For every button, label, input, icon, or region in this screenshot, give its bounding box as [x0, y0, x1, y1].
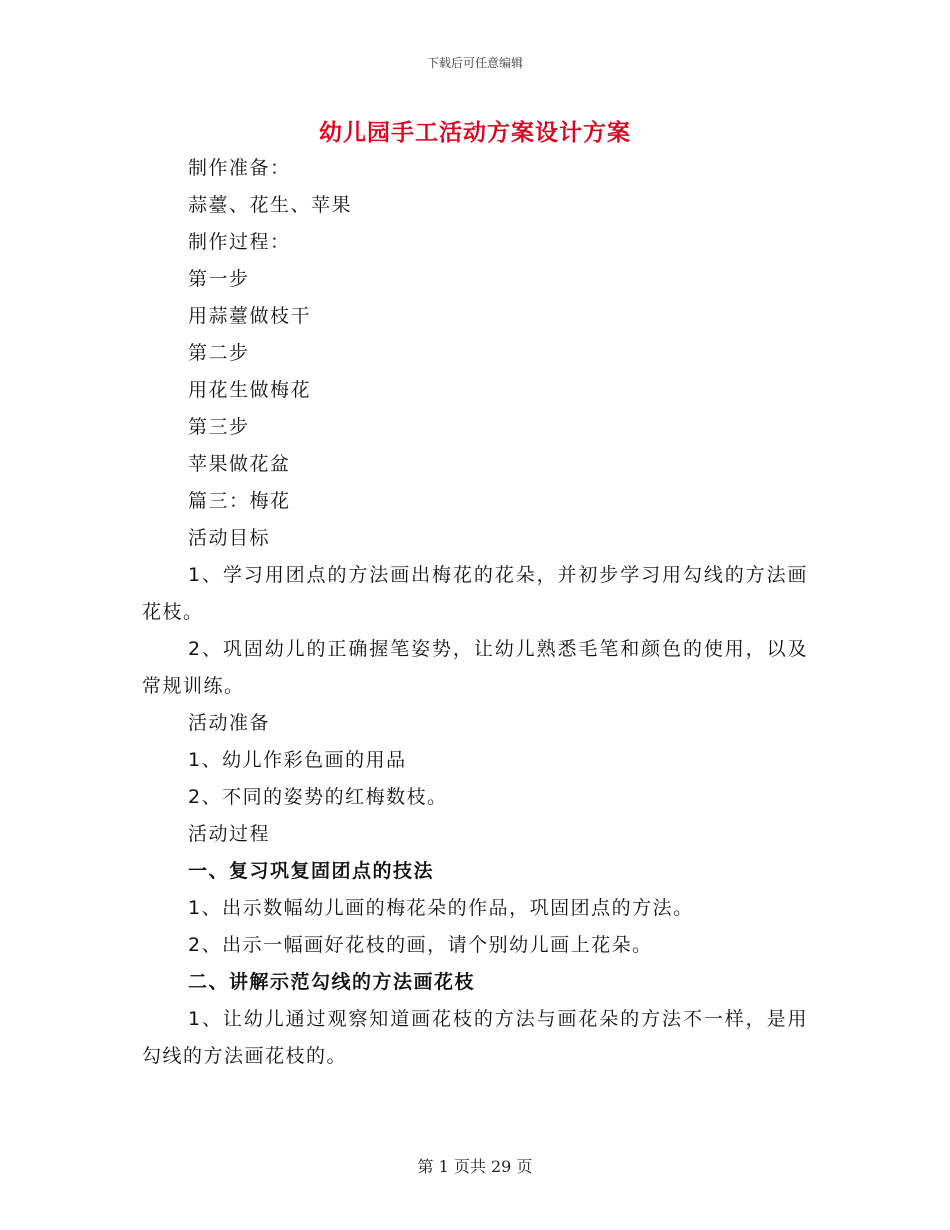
- page-header: 下载后可任意编辑: [426, 56, 523, 70]
- paragraph: 2、巩固幼儿的正确握笔姿势，让幼儿熟悉毛笔和颜色的使用，以及常规训练。: [142, 638, 808, 697]
- text-line: 用花生做梅花: [188, 379, 312, 401]
- document-body: [142, 150, 808, 1075]
- text-line: 第三步: [188, 416, 250, 438]
- text-line: 第二步: [188, 342, 250, 364]
- document-title: 幼儿园手工活动方案设计方案: [319, 119, 631, 146]
- subheading: 活动过程: [188, 823, 271, 845]
- bold-heading: 一、复习巩复固团点的技法: [188, 860, 435, 882]
- paragraph: 1、让幼儿通过观察知道画花枝的方法与画花朵的方法不一样，是用勾线的方法画花枝的。: [142, 1008, 808, 1067]
- subheading: 活动目标: [188, 527, 271, 549]
- paragraph: 1、学习用团点的方法画出梅花的花朵，并初步学习用勾线的方法画花枝。: [142, 564, 808, 623]
- text-line: 用蒜薹做枝干: [188, 305, 312, 327]
- text-line: 制作过程：: [188, 231, 291, 253]
- text-line: 蒜薹、花生、苹果: [188, 194, 353, 216]
- text-line: 第一步: [188, 268, 250, 290]
- page-footer: 第 1 页共 29 页: [417, 1157, 533, 1176]
- text-line: 制作准备：: [188, 157, 291, 179]
- text-line: 2、不同的姿势的红梅数枝。: [188, 786, 448, 808]
- subheading: 活动准备: [188, 712, 271, 734]
- section-heading: 篇三：梅花: [188, 490, 291, 512]
- text-line: 苹果做花盆: [188, 453, 291, 475]
- text-line: 1、出示数幅幼儿画的梅花朵的作品，巩固团点的方法。: [188, 897, 694, 919]
- text-line: 2、出示一幅画好花枝的画，请个别幼儿画上花朵。: [188, 934, 653, 956]
- text-line: 1、幼儿作彩色画的用品: [188, 749, 407, 771]
- bold-heading: 二、讲解示范勾线的方法画花枝: [188, 971, 476, 993]
